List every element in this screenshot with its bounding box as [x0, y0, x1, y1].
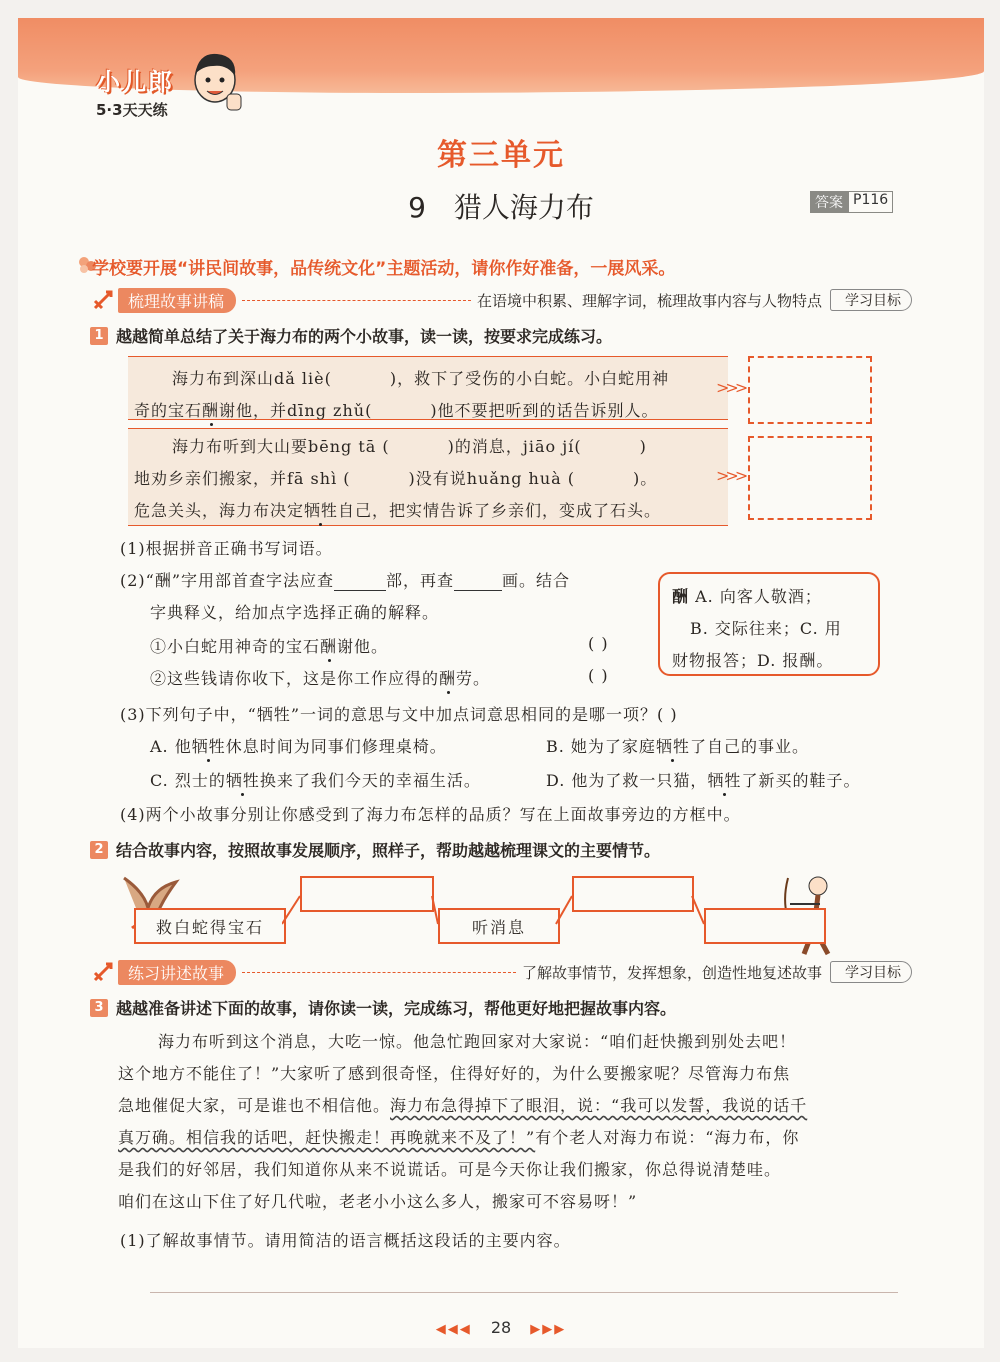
- answer-paren[interactable]: ( ): [588, 666, 609, 685]
- answer-paren[interactable]: ( ): [588, 634, 609, 653]
- passage-line: 海力布听到这个消息，大吃一惊。他急忙跑回家对大家说：“咱们赶快搬到别处去吧！: [158, 1032, 797, 1051]
- q1-sub3: (3)下列句子中，“牺牲”一词的意思与文中加点词意思相同的是哪一项？( ): [120, 705, 678, 724]
- text: 海力布到深山dǎ liè(: [172, 369, 332, 388]
- q1-sub2-item2: [150, 666, 490, 689]
- passage-line: 咱们在这山下住了好几代啦，老老小小这么多人，搬家可不容易呀！”: [118, 1192, 638, 1211]
- q3-sub1: (1)了解故事情节。请用简洁的语言概括这段话的主要内容。: [120, 1231, 571, 1250]
- dotted-word: 牺牲: [655, 737, 690, 756]
- logo: [96, 62, 174, 120]
- question-text: 越越准备讲述下面的故事，请你读一读，完成练习，帮他更好地把握故事内容。: [116, 999, 677, 1018]
- text: ②这些钱请你收下，这是你工作应得的: [150, 669, 440, 688]
- lesson-number: 9: [408, 191, 426, 224]
- text: 海力布听到大山要bēng tā (: [172, 437, 390, 456]
- text: )没有说huǎng huà (: [408, 469, 576, 488]
- dotted-char: 酬: [320, 637, 338, 656]
- dotted-char: 酬: [439, 669, 457, 688]
- option-d: [546, 768, 860, 791]
- dotted-word: 牺牲: [225, 771, 260, 790]
- option-a: [150, 734, 447, 757]
- text: 休息时间为同事们修理桌椅。: [225, 737, 447, 756]
- arrow-icon: >>>: [716, 466, 745, 485]
- question-2-heading: [90, 838, 660, 861]
- section-header-2: [92, 960, 912, 984]
- dotted-word: 牺牲: [191, 737, 226, 756]
- logo-main-text: 小儿郎: [96, 68, 174, 96]
- answer-blank[interactable]: [454, 571, 502, 591]
- text: )。: [633, 469, 658, 488]
- text: B. 她为了家庭: [546, 737, 656, 756]
- section-header-1: [92, 288, 912, 312]
- question-number: 2: [90, 841, 108, 859]
- answer-blank[interactable]: [334, 571, 386, 591]
- plot-box-3: 听消息: [438, 908, 560, 944]
- right-arrows-icon: ▶▶▶: [530, 1322, 567, 1337]
- story2-line2: [134, 466, 657, 489]
- arrow-icon: >>>: [716, 378, 745, 397]
- text: 了自己的事业。: [689, 737, 809, 756]
- story1-line2: [134, 398, 659, 421]
- story2-line1: [172, 434, 647, 457]
- q1-sub1: (1)根据拼音正确书写词语。: [120, 539, 333, 558]
- answer-reference: [810, 191, 893, 213]
- option-b: [546, 734, 809, 757]
- section-goal: 在语境中积累、理解字词，梳理故事内容与人物特点: [476, 291, 822, 310]
- text: 了新买的鞋子。: [741, 771, 861, 790]
- text: 谢他，并dīng zhǔ(: [219, 401, 373, 420]
- goal-tag: 学习目标: [830, 289, 912, 311]
- mascot-boy-icon: [183, 46, 247, 116]
- question-number: 3: [90, 999, 108, 1017]
- page-number: [18, 1318, 984, 1337]
- text: ①小白蛇用神奇的宝石: [150, 637, 321, 656]
- text: 部，再查: [386, 571, 455, 590]
- bow-arrow-icon: [92, 289, 114, 311]
- text: A. 向客人敬酒；: [695, 587, 822, 606]
- q1-sub2-item1: [150, 634, 388, 657]
- text: C. 烈士的: [150, 771, 226, 790]
- question-3-heading: [90, 996, 676, 1019]
- lesson-name: 猎人海力布: [453, 191, 594, 224]
- plot-box-5[interactable]: [704, 908, 826, 944]
- section-goal: 了解故事情节，发挥想象，创造性地复述故事: [521, 963, 822, 982]
- answer-label: 答案: [810, 191, 848, 213]
- text: 地劝乡亲们搬家，并fā shì (: [134, 469, 351, 488]
- answer-page: P116: [848, 191, 893, 213]
- story2-line3: [134, 498, 661, 521]
- passage-line: 这个地方不能住了！”大家听了感到很奇怪，住得好好的，为什么要搬家呢？尽管海力布焦: [118, 1064, 791, 1083]
- dotted-word: 牺牲: [304, 501, 339, 520]
- text: 谢他。: [337, 637, 389, 656]
- story-passage: [118, 1026, 918, 1218]
- text: ): [639, 437, 647, 456]
- quality-answer-box-2[interactable]: [748, 436, 872, 520]
- answer-line[interactable]: [150, 1292, 898, 1293]
- q1-sub2-line2: 字典释义，给加点字选择正确的解释。: [150, 603, 440, 622]
- dict-line1: [672, 584, 822, 607]
- text: 有个老人对海力布说：“海力布，你: [535, 1128, 800, 1147]
- passage-line: [118, 1090, 918, 1122]
- divider: [242, 300, 471, 301]
- passage-line: [118, 1122, 918, 1154]
- text: A. 他: [150, 737, 192, 756]
- dotted-word: 牺牲: [707, 771, 742, 790]
- q1-sub2-line1: [120, 568, 570, 591]
- text: 劳。: [456, 669, 491, 688]
- text: 自己，把实情告诉了乡亲们，变成了石头。: [338, 501, 662, 520]
- section-label: 练习讲述故事: [118, 960, 236, 985]
- q1-sub4: (4)两个小故事分别让你感受到了海力布怎样的品质？写在上面故事旁边的方框中。: [120, 805, 741, 824]
- question-text: 越越简单总结了关于海力布的两个小故事，读一读，按要求完成练习。: [116, 327, 613, 346]
- question-text: 结合故事内容，按照故事发展顺序，照样子，帮助越越梳理课文的主要情节。: [116, 841, 661, 860]
- option-c: [150, 768, 481, 791]
- unit-title: 第三单元: [437, 138, 565, 173]
- text: )他不要把听到的话告诉别人。: [430, 401, 659, 420]
- question-number: 1: [90, 327, 108, 345]
- quality-answer-box-1[interactable]: [748, 356, 872, 424]
- dict-char: 酬: [672, 587, 690, 606]
- text: 换来了我们今天的幸福生活。: [259, 771, 481, 790]
- plot-box-1: 救白蛇得宝石: [134, 908, 286, 944]
- dict-line2: B. 交际往来；C. 用: [690, 619, 842, 638]
- section-label: 梳理故事讲稿: [118, 288, 236, 313]
- story1-line1: [172, 366, 669, 389]
- divider: [242, 972, 516, 973]
- page-number-text: 28: [490, 1318, 512, 1337]
- text: )，救下了受伤的小白蛇。小白蛇用神: [389, 369, 670, 388]
- workbook-page: [18, 18, 984, 1348]
- text: 危急关头，海力布决定: [134, 501, 305, 520]
- underlined-text: 真万确。相信我的话吧，赶快搬走！再晚就来不及了！”: [118, 1128, 536, 1147]
- text: )的消息，jiāo jí(: [447, 437, 582, 456]
- text: 奇的宝石: [134, 401, 203, 420]
- text: (2)“酬”字用部首查字法应查: [120, 571, 335, 590]
- dotted-char: 酬: [202, 401, 220, 420]
- dict-line3: 财物报答；D. 报酬。: [672, 651, 834, 670]
- text: 画。结合: [502, 571, 571, 590]
- activity-intro: 学校要开展“讲民间故事，品传统文化”主题活动，请你作好准备，一展风采。: [92, 259, 676, 279]
- question-1-heading: [90, 324, 612, 347]
- text: 急地催促大家，可是谁也不相信他。: [118, 1096, 391, 1115]
- underlined-text: 海力布急得掉下了眼泪，说：“我可以发誓，我说的话千: [390, 1096, 808, 1115]
- bow-arrow-icon: [92, 961, 114, 983]
- goal-tag: 学习目标: [830, 961, 912, 983]
- left-arrows-icon: ◀◀◀: [435, 1322, 472, 1337]
- passage-line: 是我们的好邻居，我们知道你从来不说谎话。可是今天你让我们搬家，你总得说清楚哇。: [118, 1160, 782, 1179]
- logo-sub-text: 5·3天天练: [96, 101, 168, 119]
- dictionary-box: [658, 572, 880, 676]
- plot-connectors: [282, 894, 706, 926]
- text: D. 他为了救一只猫，: [546, 771, 708, 790]
